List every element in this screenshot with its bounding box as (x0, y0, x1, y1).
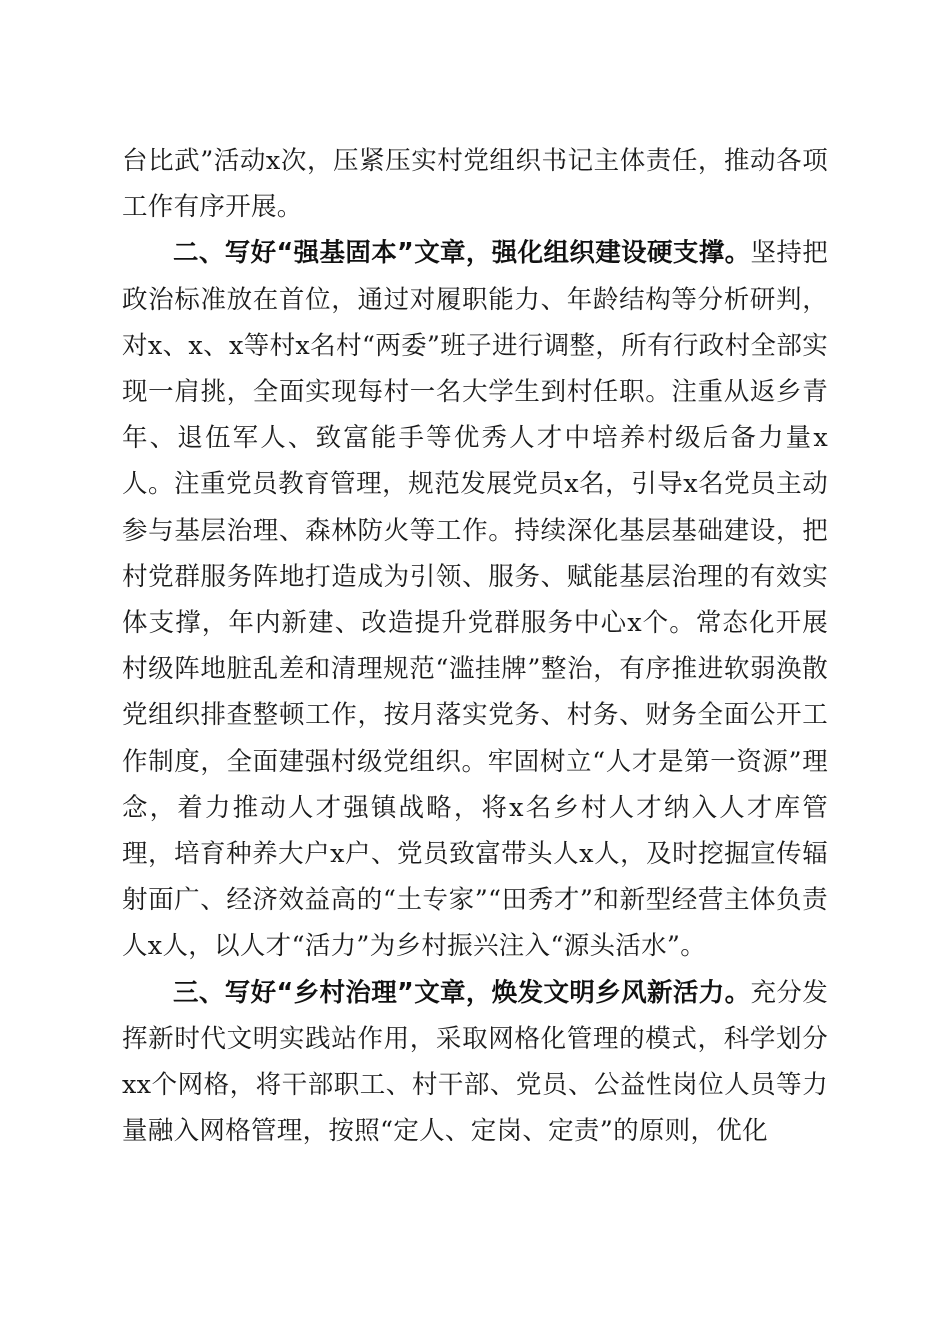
paragraph-text: 台比武”活动x次，压紧压实村党组织书记主体责任，推动各项工作有序开展。 (122, 146, 828, 223)
section-heading: 二、写好“强基固本”文章，强化组织建设硬支撑。 (173, 238, 751, 269)
paragraph-section-three (122, 970, 828, 1155)
paragraph-text: 充分发挥新时代文明实践站作用，采取网格化管理的模式，科学划分xx个网格，将干部职工、村干部、党员、公益性岗位人员等力量融入网格管理，按照“定人、定岗、定责”的原则，优化 (122, 977, 829, 1147)
paragraph-text: 坚持把政治标准放在首位，通过对履职能力、年龄结构等分析研判，对x、x、x等村x名村“两委”班子进行调整，所有行政村全部实现一肩挑，全面实现每村一名大学生到村任职。注重从返乡青年、退伍军人、致富能手等优秀人才中培养村级后备力量x人。注重党员教育管理，规范发展党员x名，引导x名党员主动参与基层治理、森林防火等工作。持续深化基层基础建设，把村党群服务阵地打造成为引领、服务、赋能基层治理的有效实体支撑，年内新建、改造提升党群服务中心x个。常态化开展村级阵地脏乱差和清理规范“滥挂牌”整治，有序推进软弱涣散党组织排查整顿工作，按月落实党务、村务、财务全面公开工作制度，全面建强村级党组织。牢固树立“人才是第一资源”理念，着力推动人才强镇战略，将x名乡村人才纳入人才库管理，培育种养大户x户、党员致富带头人x人，及时挖掘宣传辐射面广、经济效益高的“土专家”“田秀才”和新型经营主体负责人x人，以人才“活力”为乡村振兴注入“源头活水”。 (122, 238, 829, 962)
paragraph-continuation (122, 138, 828, 230)
document-body (122, 138, 828, 1154)
section-heading: 三、写好“乡村治理”文章，焕发文明乡风新活力。 (173, 977, 751, 1008)
paragraph-section-two (122, 230, 828, 969)
